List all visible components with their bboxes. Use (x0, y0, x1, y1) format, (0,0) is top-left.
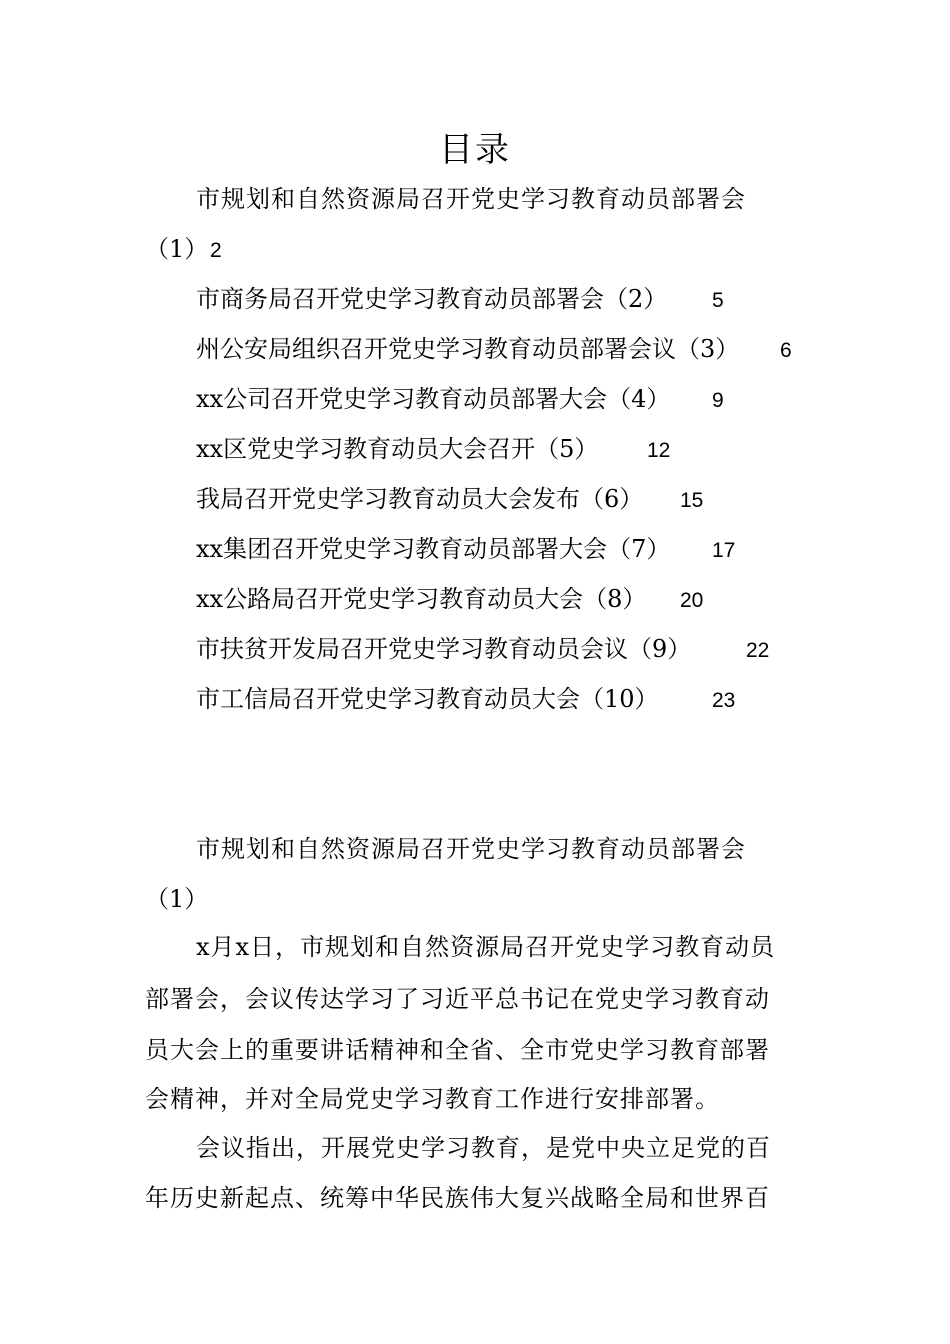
paragraph-1-line-3: 员大会上的重要讲话精神和全省、全市党史学习教育部署 (145, 1036, 770, 1064)
toc-entry-2-page: 5 (712, 289, 724, 312)
toc-entry-5-page: 12 (647, 439, 671, 462)
toc-entry-10[interactable]: 市工信局召开党史学习教育动员大会（10） (196, 685, 659, 713)
toc-entry-1-number: （1） (145, 235, 209, 263)
toc-entry-8[interactable]: xx公路局召开党史学习教育动员大会（8） (196, 585, 647, 613)
paragraph-2-line-1: 会议指出，开展党史学习教育，是党中央立足党的百 (196, 1134, 771, 1162)
toc-entry-9-page: 22 (746, 639, 770, 662)
toc-entry-7[interactable]: xx集团召开党史学习教育动员部署大会（7） (196, 535, 671, 563)
toc-entry-6[interactable]: 我局召开党史学习教育动员大会发布（6） (196, 485, 644, 513)
toc-entry-1-line2[interactable] (145, 232, 208, 266)
toc-entry-10-page: 23 (712, 689, 736, 712)
toc-entry-8-page: 20 (680, 589, 704, 612)
toc-entry-4[interactable]: xx公司召开党史学习教育动员部署大会（4） (196, 385, 671, 413)
paragraph-2-line-2: 年历史新起点、统筹中华民族伟大复兴战略全局和世界百 (145, 1184, 770, 1212)
paragraph-1-line-1: x月x日，市规划和自然资源局召开党史学习教育动员 (196, 933, 776, 961)
toc-entry-5[interactable]: xx区党史学习教育动员大会召开（5） (196, 435, 599, 463)
toc-entry-9[interactable]: 市扶贫开发局召开党史学习教育动员会议（9） (196, 635, 692, 663)
toc-title: 目录 (439, 130, 511, 170)
toc-entry-3-page: 6 (780, 339, 792, 362)
paragraph-1-line-4: 会精神，并对全局党史学习教育工作进行安排部署。 (145, 1085, 720, 1113)
toc-entry-3[interactable]: 州公安局组织召开党史学习教育动员部署会议（3） (196, 335, 740, 363)
toc-entry-1-line1[interactable]: 市规划和自然资源局召开党史学习教育动员部署会 (196, 185, 746, 213)
paragraph-1-line-2: 部署会，会议传达学习了习近平总书记在党史学习教育动 (145, 985, 770, 1013)
article-heading-line1: 市规划和自然资源局召开党史学习教育动员部署会 (196, 835, 746, 863)
toc-entry-4-page: 9 (712, 389, 724, 412)
article-heading-line2: （1） (145, 885, 209, 913)
toc-entry-7-page: 17 (712, 539, 736, 562)
toc-entry-1-page: 2 (210, 239, 222, 262)
toc-entry-2[interactable]: 市商务局召开党史学习教育动员部署会（2） (196, 285, 668, 313)
toc-entry-6-page: 15 (680, 489, 704, 512)
